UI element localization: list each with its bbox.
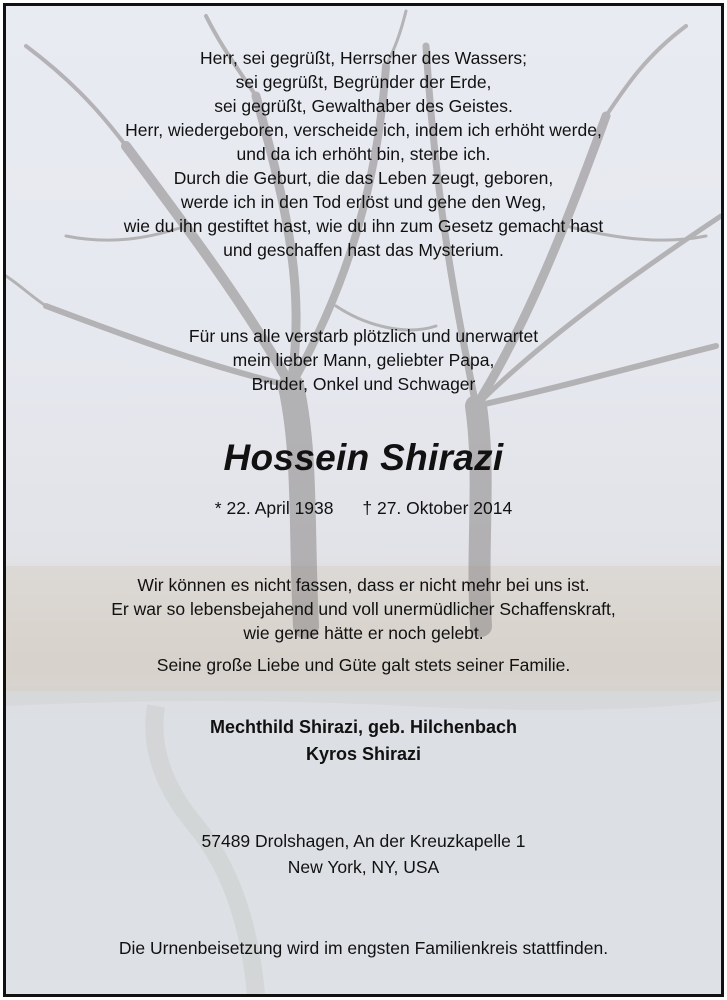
mourner-name: Mechthild Shirazi, geb. Hilchenbach — [209, 717, 518, 737]
verse-line: Durch die Geburt, die das Leben zeugt, geboren, — [173, 168, 554, 188]
burial-text: Die Urnenbeisetzung wird im engsten Familienkreis stattfinden. — [118, 938, 609, 958]
mourner-name: Kyros Shirazi — [305, 744, 422, 764]
obituary-frame — [3, 3, 724, 997]
obituary-text — [6, 6, 721, 994]
intro-line: Bruder, Onkel und Schwager — [251, 374, 476, 394]
address-line: New York, NY, USA — [287, 857, 440, 877]
intro-line: mein lieber Mann, geliebter Papa, — [232, 350, 495, 370]
tribute-line: Seine große Liebe und Güte galt stets seiner Familie. — [156, 655, 571, 675]
death-date: † 27. Oktober 2014 — [362, 498, 513, 518]
verse-line: Herr, wiedergeboren, verscheide ich, indem ich erhöht werde, — [125, 120, 602, 140]
birth-date: * 22. April 1938 — [214, 498, 334, 518]
verse-line: sei gegrüßt, Gewalthaber des Geistes. — [214, 96, 513, 116]
verse-line: Herr, sei gegrüßt, Herrscher des Wassers; — [199, 48, 528, 68]
tribute-line: Wir können es nicht fassen, dass er nicht mehr bei uns ist. — [137, 575, 590, 595]
tribute-line: Er war so lebensbejahend und voll unermüdlicher Schaffenskraft, — [111, 599, 616, 619]
mourners-block — [6, 714, 721, 768]
tribute-block — [6, 573, 721, 677]
tribute-line: wie gerne hätte er noch gelebt. — [243, 623, 484, 643]
verse-line: und geschaffen hast das Mysterium. — [223, 240, 504, 260]
verse-block — [6, 46, 721, 262]
verse-line: sei gegrüßt, Begründer der Erde, — [235, 72, 492, 92]
deceased-name: Hossein Shirazi — [223, 437, 504, 478]
burial-notice — [6, 936, 721, 960]
address-block — [6, 828, 721, 880]
verse-line: wie du ihn gestiftet hast, wie du ihn zum Gesetz gemacht hast — [123, 216, 604, 236]
address-line: 57489 Drolshagen, An der Kreuzkapelle 1 — [201, 831, 526, 851]
verse-line: werde ich in den Tod erlöst und gehe den Weg, — [180, 192, 547, 212]
verse-line: und da ich erhöht bin, sterbe ich. — [236, 144, 491, 164]
intro-line: Für uns alle verstarb plötzlich und unerwartet — [188, 326, 539, 346]
life-dates — [6, 496, 721, 520]
intro-block — [6, 324, 721, 396]
